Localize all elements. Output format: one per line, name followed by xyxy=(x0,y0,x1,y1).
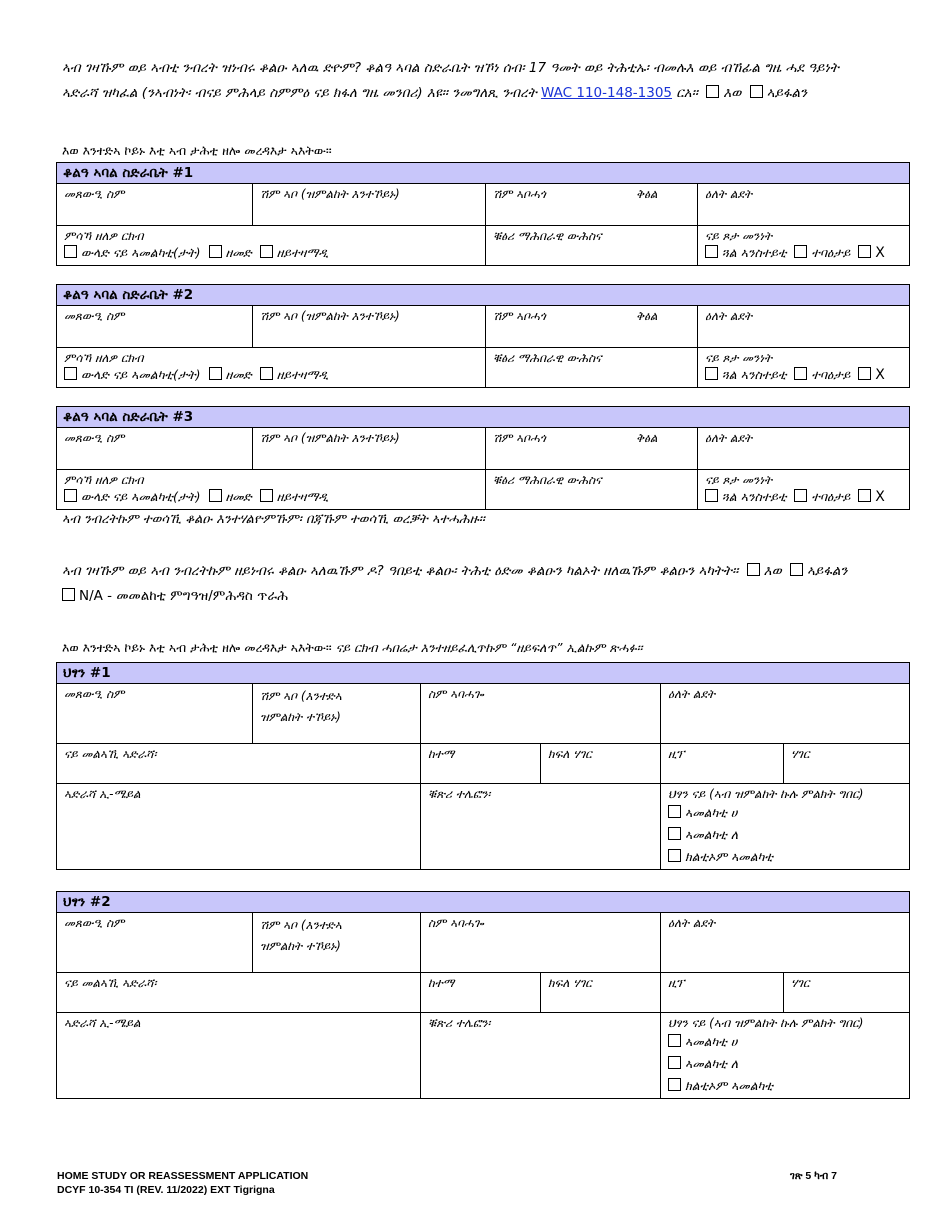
child-zip-field[interactable]: ዚፕ xyxy=(660,743,783,783)
child-city-field[interactable]: ከተማ xyxy=(420,972,540,1012)
last-name-field[interactable]: ሽም ኣቦሓጎ ቅፅል xyxy=(485,306,697,347)
relation-relative-checkbox[interactable] xyxy=(209,367,222,380)
member-header: ቆልዓ ኣባል ስድራቤት #1 xyxy=(57,163,909,184)
q2-yes-checkbox[interactable] xyxy=(747,563,760,576)
child-phone-field[interactable]: ቑጽሪ ተሌፎን፡ xyxy=(420,1012,660,1099)
middle-name-field[interactable]: ሽም ኣቦ (ዝምልከት እንተኾይኑ) xyxy=(252,428,485,469)
q2-no-checkbox[interactable] xyxy=(790,563,803,576)
gender-x-checkbox[interactable] xyxy=(858,367,871,380)
child-dob-field[interactable]: ዕለት ልደት xyxy=(660,684,910,743)
intro-yes-label: እወ xyxy=(723,85,742,101)
dob-field[interactable]: ዕለት ልደት xyxy=(697,306,910,347)
footer-form-number: DCYF 10-354 TI (REV. 11/2022) EXT Tigrigna xyxy=(57,1184,275,1196)
child-phone-field[interactable]: ቑጽሪ ተሌፎን፡ xyxy=(420,783,660,870)
gender-field: ናይ ጾታ መንነት ጓል ኣንስተይቲ ተባዕታይ X xyxy=(697,347,910,388)
wac-link[interactable]: WAC 110-148-1305 xyxy=(541,85,673,101)
q2-no-label: ኣይፋልን xyxy=(807,563,848,579)
member-header: ቆልዓ ኣባል ስድራቤት #2 xyxy=(57,285,909,306)
child-of-field: ህፃን ናይ (ኣብ ዝምልከት ኩሉ ምልክት ግበር) ኣመልካቲ ሀ ኣመልካቲ ለ ክልቲኦም ኣመልካቲ xyxy=(660,783,910,870)
relation-relative-checkbox[interactable] xyxy=(209,489,222,502)
household-child-member-1 xyxy=(56,162,910,266)
child-not-living-2 xyxy=(56,891,910,1099)
gender-field: ናይ ጾታ መንነት ጓል ኣንስተይቲ ተባዕታይ X xyxy=(697,469,910,510)
child-middle-name-field[interactable]: ሽም ኣቦ (እንተድኣ ዝምልከት ተኾይኑ) xyxy=(252,913,420,972)
gender-x-checkbox[interactable] xyxy=(858,245,871,258)
footer-form-title: HOME STUDY OR REASSESSMENT APPLICATION xyxy=(57,1170,309,1182)
relationship-field: ምሳኻ ዘለዎ ርክብ ውላድ ናይ ኣመልካቲ(ታት) ዘመድ ዘይተዛማዲ xyxy=(57,469,485,510)
last-name-field[interactable]: ሽም ኣቦሓጎ ቅፅል xyxy=(485,184,697,225)
intro-no-checkbox[interactable] xyxy=(750,85,763,98)
intro-question-line1: ኣብ ገዛኹም ወይ ኣብቲ ንብረት ዝነብሩ ቆልዑ ኣለዉ ድዮም? ቆልዓ ኣባል ስድራቤት ዝኾነ ሰብ፡ 17 ዓመት ወይ ትሕቲኡ፡ ብመሉእ ወይ ብኸፊል ግዜ ሓደ ዓይነት xyxy=(62,60,839,76)
child-state-field[interactable]: ክፍለ ሃገር xyxy=(540,972,660,1012)
child-mailing-address-field[interactable]: ናይ መልኣኺ ኣድራሻ፡ xyxy=(57,743,420,783)
child-email-field[interactable]: ኣድራሻ ኢ-ሜይል xyxy=(57,1012,420,1099)
household-child-member-2 xyxy=(56,284,910,388)
relation-child-checkbox[interactable] xyxy=(64,367,77,380)
gender-male-checkbox[interactable] xyxy=(794,367,807,380)
dob-field[interactable]: ዕለት ልደት xyxy=(697,428,910,469)
child-mailing-address-field[interactable]: ናይ መልኣኺ ኣድራሻ፡ xyxy=(57,972,420,1012)
legal-name-field[interactable]: መጸውዒ ስም xyxy=(64,431,125,445)
child-last-name-field[interactable]: ስም ኣባሓጐ xyxy=(420,913,660,972)
child-of-applicant-b-checkbox[interactable] xyxy=(668,1056,681,1069)
relationship-field: ምሳኻ ዘለዎ ርክብ ውላድ ናይ ኣመልካቲ(ታት) ዘመድ ዘይተዛማዲ xyxy=(57,347,485,388)
child-of-applicant-a-checkbox[interactable] xyxy=(668,805,681,818)
child-country-field[interactable]: ሃገር xyxy=(783,972,910,1012)
child-country-field[interactable]: ሃገር xyxy=(783,743,910,783)
child-city-field[interactable]: ከተማ xyxy=(420,743,540,783)
member-header: ቆልዓ ኣባል ስድራቤት #3 xyxy=(57,407,909,428)
intro-question-line2: ኣድራሻ ዝካፈል (ንኣብነት፡ ብናይ ምሕላይ ስምምዕ ናይ ክፋለ ግዜ መንበሪ) እዩ። ንመግለጺ ንብረት WAC 110-148-1305 ርአ። እወ ኣይፋልን xyxy=(62,85,808,101)
intro-question xyxy=(62,56,912,106)
child-of-both-checkbox[interactable] xyxy=(668,849,681,862)
section1-instruction: እወ እንተድኣ ኮይኑ እቲ ኣብ ታሕቲ ዘሎ መረዳእታ ኣእትው፡፡ xyxy=(62,143,332,158)
child-not-living-1 xyxy=(56,662,910,870)
child-legal-name-field[interactable]: መጸውዒ ስም xyxy=(64,687,125,701)
q2-na-label: N/A - መመልከቲ ምግዓዝ/ምሕዳስ ጥራሕ xyxy=(79,588,289,604)
child-middle-name-field[interactable]: ሽም ኣቦ (እንተድኣ ዝምልከት ተኾይኑ) xyxy=(252,684,420,743)
child-zip-field[interactable]: ዚፕ xyxy=(660,972,783,1012)
child-header: ህፃን #2 xyxy=(57,892,909,913)
child-of-applicant-b-checkbox[interactable] xyxy=(668,827,681,840)
q2-na-checkbox[interactable] xyxy=(62,588,75,601)
relation-unrelated-checkbox[interactable] xyxy=(260,245,273,258)
child-state-field[interactable]: ክፍለ ሃገር xyxy=(540,743,660,783)
child-of-both-checkbox[interactable] xyxy=(668,1078,681,1091)
additional-children-note: ኣብ ንብረትኩም ተወሳኺ ቆልዑ እንተሃልዮምኹም፡ በጃኹም ተወሳኺ ወረቓት ኣተሓሕዙ። xyxy=(62,512,485,527)
child-header: ህፃን #1 xyxy=(57,663,909,684)
q2-yes-label: እወ xyxy=(763,563,782,579)
gender-x-checkbox[interactable] xyxy=(858,489,871,502)
footer-page-number: ገጽ 5 ካብ 7 xyxy=(790,1170,837,1182)
question2-text: ኣብ ገዛኹም ወይ ኣብ ንብረትኩም ዘይነብሩ ቆልዑ ኣለዉኹም ዶ? ዓበይቲ ቆልዑ፡ ትሕቲ ዕድመ ቆልዑን ካልኦት ዘለዉኹም ቆልዑን ኣካትት። xyxy=(62,563,739,579)
question2 xyxy=(62,559,912,609)
gender-field: ናይ ጾታ መንነት ጓል ኣንስተይቲ ተባዕታይ X xyxy=(697,225,910,266)
relation-unrelated-checkbox[interactable] xyxy=(260,489,273,502)
relationship-field: ምሳኻ ዘለዎ ርክብ ውላድ ናይ ኣመልካቲ(ታት) ዘመድ ዘይተዛማዲ xyxy=(57,225,485,266)
middle-name-field[interactable]: ሽም ኣቦ (ዝምልከት እንተኾይኑ) xyxy=(252,306,485,347)
suffix-label: ቅፅል xyxy=(636,309,658,323)
gender-female-checkbox[interactable] xyxy=(705,245,718,258)
gender-female-checkbox[interactable] xyxy=(705,489,718,502)
legal-name-field[interactable]: መጸውዒ ስም xyxy=(64,309,125,323)
suffix-label: ቅፅል xyxy=(636,431,658,445)
last-name-field[interactable]: ሽም ኣቦሓጎ ቅፅል xyxy=(485,428,697,469)
child-legal-name-field[interactable]: መጸውዒ ስም xyxy=(64,916,125,930)
relation-child-checkbox[interactable] xyxy=(64,245,77,258)
relation-relative-checkbox[interactable] xyxy=(209,245,222,258)
legal-name-field[interactable]: መጸውዒ ስም xyxy=(64,187,125,201)
dob-field[interactable]: ዕለት ልደት xyxy=(697,184,910,225)
intro-no-label: ኣይፋልን xyxy=(766,85,808,101)
child-email-field[interactable]: ኣድራሻ ኢ-ሜይል xyxy=(57,783,420,870)
ssn-field[interactable]: ቑፅሪ ማሕበራዊ ውሕስና xyxy=(485,469,697,510)
gender-male-checkbox[interactable] xyxy=(794,245,807,258)
relation-unrelated-checkbox[interactable] xyxy=(260,367,273,380)
intro-yes-checkbox[interactable] xyxy=(706,85,719,98)
child-of-field: ህፃን ናይ (ኣብ ዝምልከት ኩሉ ምልክት ግበር) ኣመልካቲ ሀ ኣመልካቲ ለ ክልቲኦም ኣመልካቲ xyxy=(660,1012,910,1099)
household-child-member-3 xyxy=(56,406,910,510)
gender-female-checkbox[interactable] xyxy=(705,367,718,380)
child-last-name-field[interactable]: ስም ኣባሓጐ xyxy=(420,684,660,743)
section2-instruction: እወ እንተድኣ ኮይኑ እቲ ኣብ ታሕቲ ዘሎ መረዳእታ ኣእትው፡፡ ናይ ርክብ ሓበሬታ እንተዘይፈሊጥኩም “ዘይፍለጥ” ኢልኩም ጽሓፉ። xyxy=(62,640,643,655)
ssn-field[interactable]: ቑፅሪ ማሕበራዊ ውሕስና xyxy=(485,347,697,388)
relation-child-checkbox[interactable] xyxy=(64,489,77,502)
gender-male-checkbox[interactable] xyxy=(794,489,807,502)
suffix-label: ቅፅል xyxy=(636,187,658,201)
ssn-field[interactable]: ቑፅሪ ማሕበራዊ ውሕስና xyxy=(485,225,697,266)
child-dob-field[interactable]: ዕለት ልደት xyxy=(660,913,910,972)
middle-name-field[interactable]: ሽም ኣቦ (ዝምልከት እንተኾይኑ) xyxy=(252,184,485,225)
child-of-applicant-a-checkbox[interactable] xyxy=(668,1034,681,1047)
